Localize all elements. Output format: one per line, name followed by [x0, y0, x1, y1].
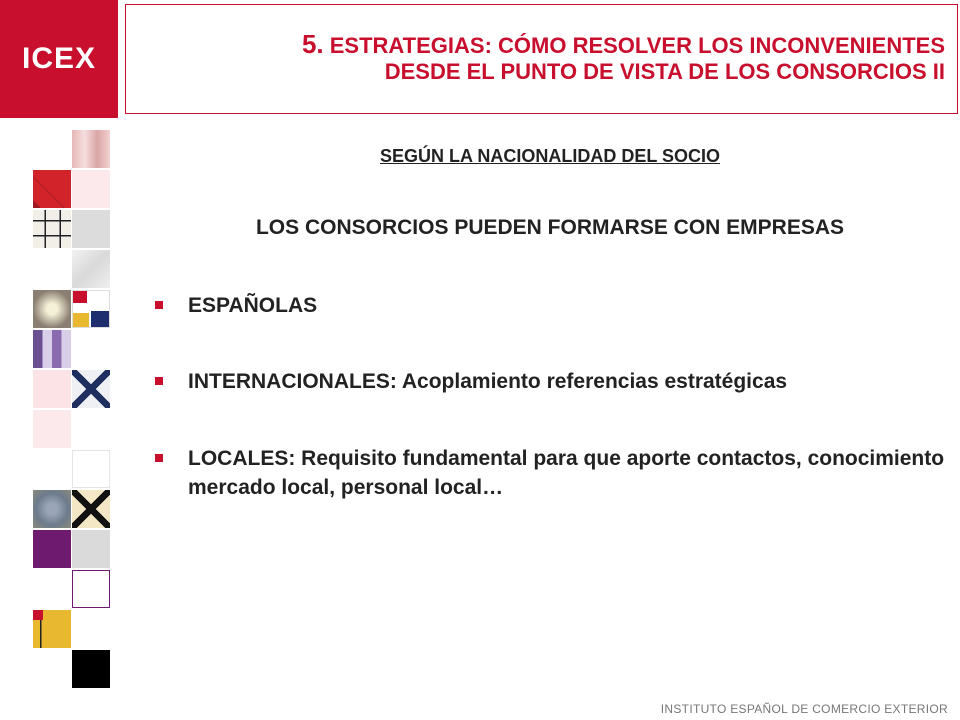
bullet-square-icon: [155, 301, 163, 309]
mosaic-tile: [33, 530, 71, 568]
mosaic-tile: [33, 610, 71, 648]
bullet-text: LOCALES: Requisito fundamental para que aporte contactos, conocimiento mercado local, personal local…: [188, 447, 945, 499]
title-text-1: ESTRATEGIAS: CÓMO RESOLVER LOS INCONVENIENTES: [329, 33, 945, 58]
mosaic-tile: [72, 370, 110, 408]
title-line-1: [302, 29, 945, 60]
bullet-square-icon: [155, 454, 163, 462]
footer-text: INSTITUTO ESPAÑOL DE COMERCIO EXTERIOR: [660, 702, 948, 716]
mosaic-tile: [33, 210, 71, 248]
mosaic-tile: [33, 170, 71, 208]
lead-text: LOS CONSORCIOS PUEDEN FORMARSE CON EMPRESAS: [255, 216, 845, 239]
bullet-text: INTERNACIONALES: Acoplamiento referencias estratégicas: [188, 370, 788, 393]
title-box: [125, 4, 958, 114]
section-subtitle: SEGÚN LA NACIONALIDAD DEL SOCIO: [379, 146, 720, 166]
mosaic-tile: [33, 490, 71, 528]
mosaic-tile: [33, 410, 71, 448]
title-line-2: DESDE EL PUNTO DE VISTA DE LOS CONSORCIOS II: [384, 59, 945, 84]
icex-logo: [0, 0, 118, 118]
mosaic-tile: [72, 250, 110, 288]
mosaic-tile: [72, 490, 110, 528]
title-number: 5.: [301, 29, 324, 59]
mosaic-tile: [33, 330, 71, 368]
mosaic-tile: [72, 170, 110, 208]
bullet-square-icon: [155, 377, 163, 385]
mosaic-tile: [72, 570, 110, 608]
logo-text: ICEX: [21, 42, 97, 75]
bullet-text: ESPAÑOLAS: [188, 294, 318, 317]
mosaic-tile: [72, 530, 110, 568]
mosaic-tile: [72, 450, 110, 488]
mosaic-tile: [33, 290, 71, 328]
mosaic-tile: [72, 290, 110, 328]
mosaic-tile: [72, 130, 110, 168]
mosaic-tile: [72, 650, 110, 688]
mosaic-tile: [72, 210, 110, 248]
mosaic-tile: [33, 370, 71, 408]
